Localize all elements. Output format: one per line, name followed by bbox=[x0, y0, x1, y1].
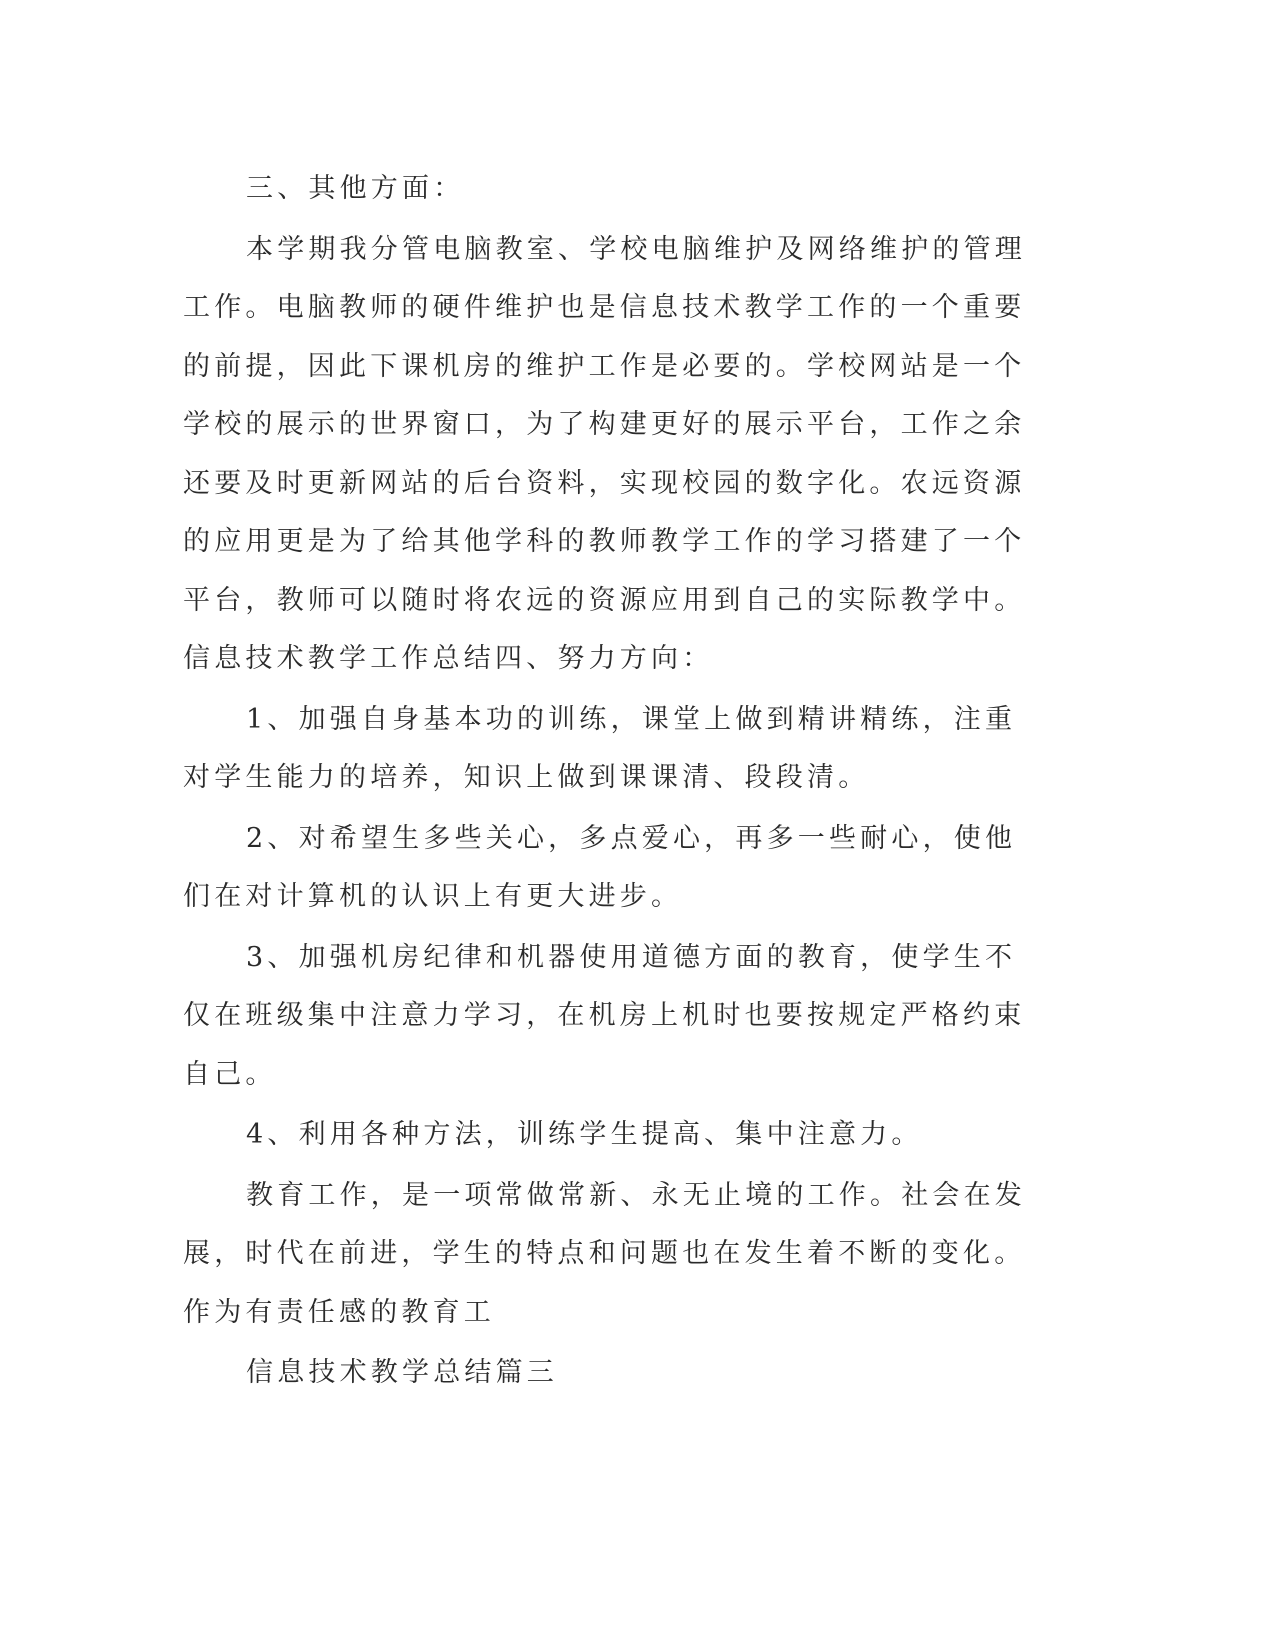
list-item-3: 3、加强机房纪律和机器使用道德方面的教育，使学生不仅在班级集中注意力学习，在机房上机时也要按规定严格约束自己。 bbox=[183, 941, 1026, 1090]
paragraph-education-work: 教育工作，是一项常做常新、永无止境的工作。社会在发展，时代在前进，学生的特点和问题也在发生着不断的变化。作为有责任感的教育工 bbox=[183, 1179, 1026, 1328]
list-item-2: 2、对希望生多些关心，多点爱心，再多一些耐心，使他们在对计算机的认识上有更大进步。 bbox=[183, 822, 1017, 912]
section-heading-other-aspects: 三、其他方面： bbox=[246, 173, 465, 204]
paragraph-duties: 本学期我分管电脑教室、学校电脑维护及网络维护的管理工作。电脑教师的硬件维护也是信息技术教学工作的一个重要的前提，因此下课机房的维护工作是必要的。学校网站是一个学校的展示的世界窗口，为了构建更好的展示平台，工作之余还要及时更新网站的后台资料，实现校园的数字化。农远资源的应用更是为了给其他学科的教师教学工作的学习搭建了一个平台，教师可以随时将农远的资源应用到自己的实际教学中。信息技术教学工作总结四、努力方向： bbox=[183, 233, 1026, 674]
document-body bbox=[183, 160, 1033, 1405]
section-title-part-three: 信息技术教学总结篇三 bbox=[246, 1357, 558, 1388]
list-item-1: 1、加强自身基本功的训练，课堂上做到精讲精练，注重对学生能力的培养，知识上做到课课清、段段清。 bbox=[183, 703, 1017, 793]
list-item-4: 4、利用各种方法，训练学生提高、集中注意力。 bbox=[246, 1119, 923, 1150]
